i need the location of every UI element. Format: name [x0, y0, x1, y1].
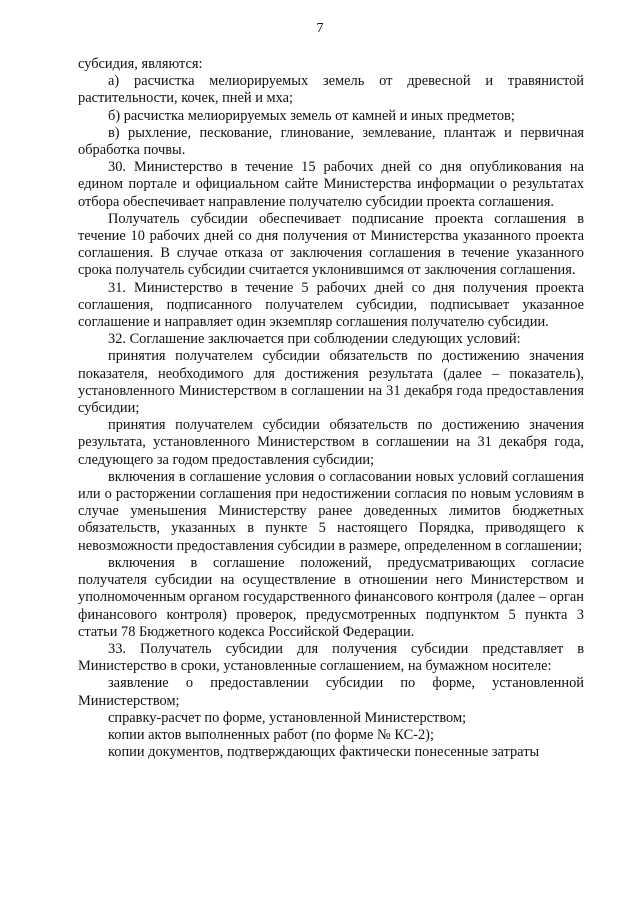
condition-indicator: принятия получателем субсидии обязательств по достижению значения показателя, необходимого для достижения результата (далее – показатель), установленного Министерством в соглашении на 31 декабря года предоставления субсидии;	[78, 348, 584, 417]
clause-33: 33. Получатель субсидии для получения субсидии представляет в Министерство в сроки, установленные соглашением, на бумажном носителе:	[78, 640, 584, 675]
condition-inspections: включения в соглашение положений, предусматривающих согласие получателя субсидии на осуществление в отношении него Министерством и уполномоченным органом государственного финансового контроля (далее – орган финансового контроля) проверок, предусмотренных подпунктом 5 пункта 3 статьи 78 Бюджетного кодекса Российской Федерации.	[78, 554, 584, 640]
doc-item-acts: копии актов выполненных работ (по форме № КС-2);	[108, 726, 434, 743]
condition-result: принятия получателем субсидии обязательств по достижению значения результата, установленного Министерством в соглашении на 31 декабря года, следующего за годом предоставления субсидии;	[78, 417, 584, 468]
page-number: 7	[316, 21, 324, 36]
clause-31: 31. Министерство в течение 5 рабочих дней со дня получения проекта соглашения, подписанного получателем субсидии, подписывает указанное соглашение и направляет один экземпляр соглашения получателю субсидии.	[78, 279, 584, 331]
clause-30: 30. Министерство в течение 15 рабочих дней со дня опубликования на едином портале и официальном сайте Министерства информации о результатах отбора обеспечивает направление получателю субсидии проекта соглашения.	[78, 159, 584, 210]
list-item-a: а) расчистка мелиорируемых земель от древесной и травянистой растительности, кочек, пней и мха;	[78, 73, 584, 107]
list-item-b: б) расчистка мелиорируемых земель от камней и иных предметов;	[108, 107, 515, 124]
clause-32: 32. Соглашение заключается при соблюдении следующих условий:	[108, 331, 521, 348]
doc-item-expenses: копии документов, подтверждающих фактически понесенные затраты	[108, 744, 540, 761]
doc-item-application: заявление о предоставлении субсидии по форме, установленной Министерством;	[78, 675, 584, 709]
paragraph-signing: Получатель субсидии обеспечивает подписание проекта соглашения в течение 10 рабочих дней со дня получения от Министерства указанного проекта соглашения. В случае отказа от заключения соглашения в течение указанного срока получатель субсидии считается уклонившимся от заключения соглашения.	[78, 210, 584, 279]
condition-new-terms: включения в соглашение условия о согласовании новых условий соглашения или о расторжении соглашения при недостижении согласия по новым условиям в случае уменьшения Министерству ранее доведенных лимитов бюджетных обязательств, указанных в пункте 5 настоящего Порядка, приводящего к невозможности предоставления субсидии в размере, определенном в соглашении;	[78, 468, 584, 554]
doc-item-calculation: справку-расчет по форме, установленной Министерством;	[108, 709, 467, 726]
list-item-v: в) рыхление, пескование, глинование, землевание, плантаж и первичная обработка почвы.	[78, 124, 584, 159]
paragraph-continuation: субсидия, являются:	[78, 56, 203, 72]
document-body	[78, 56, 584, 761]
